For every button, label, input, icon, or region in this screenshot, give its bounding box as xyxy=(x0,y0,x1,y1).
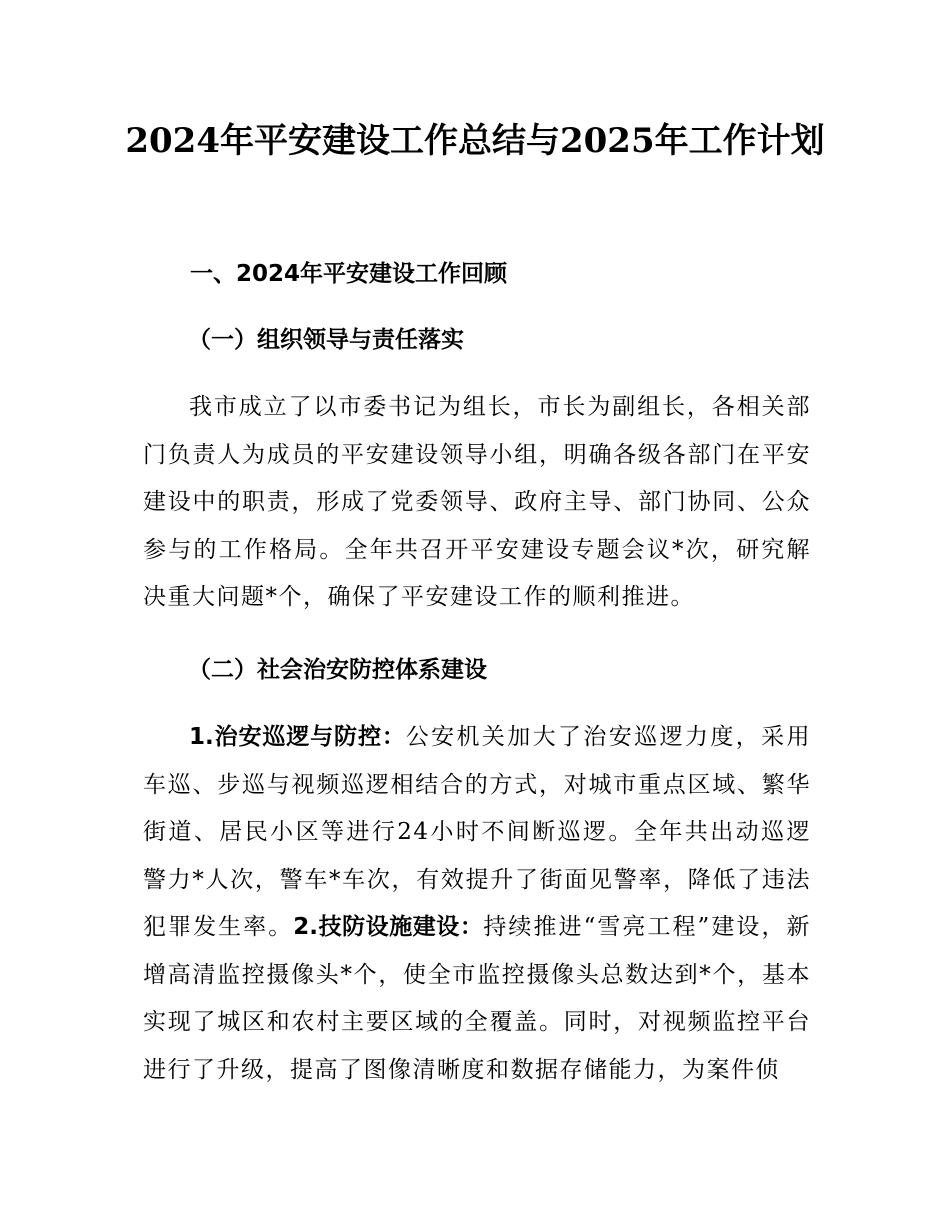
subsection-heading-leadership: （一）组织领导与责任落实 xyxy=(188,327,464,353)
document-title: 2024年平安建设工作总结与2025年工作计划 xyxy=(125,121,825,161)
paragraph-leadership: 我市成立了以市委书记为组长，市长为副组长，各相关部门负责人为成员的平安建设领导小组，明确各级各部门在平安建设中的职责，形成了党委领导、政府主导、部门协同、公众参与的工作格局。全年共召开平安建设专题会议*次，研究解决重大问题*个，确保了平安建设工作的顺利推进。 xyxy=(143,394,811,610)
paragraph-security-system xyxy=(143,714,811,1094)
item-title-tech-facilities: 2.技防设施建设： xyxy=(293,914,484,940)
subsection-heading-security-system: （二）社会治安防控体系建设 xyxy=(188,657,487,683)
section-heading-review: 一、2024年平安建设工作回顾 xyxy=(190,261,508,287)
item-text-patrol: 公安机关加大了治安巡逻力度，采用车巡、步巡与视频巡逻相结合的方式，对城市重点区域、繁华街道、居民小区等进行24小时不间断巡逻。全年共出动巡逻警力*人次，警车*车次，有效提升了街面见警率，降低了违法犯罪发生率。 xyxy=(143,724,812,940)
item-text-tech-facilities: 持续推进“雪亮工程”建设，新增高清监控摄像头*个，使全市监控摄像头总数达到*个，基本实现了城区和农村主要区域的全覆盖。同时，对视频监控平台进行了升级，提高了图像清晰度和数据存储能力，为案件侦 xyxy=(143,914,811,1083)
item-title-patrol: 1.治安巡逻与防控： xyxy=(189,724,406,750)
